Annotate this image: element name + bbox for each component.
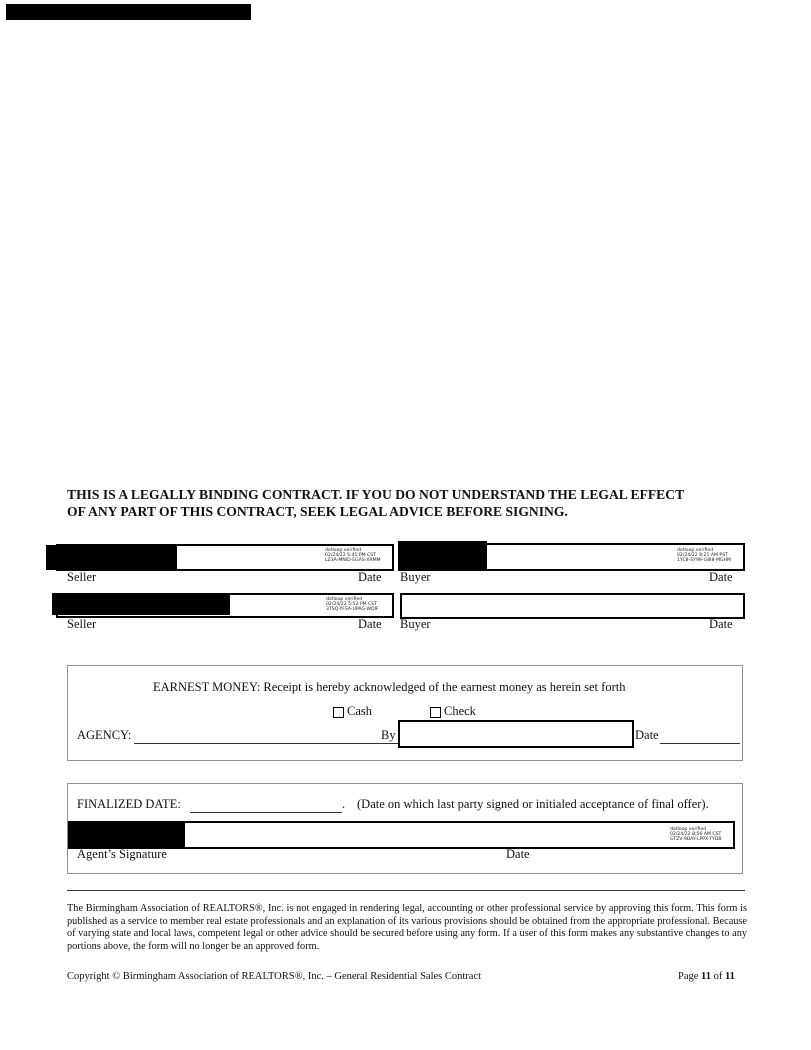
agent-date-label: Date — [506, 847, 530, 861]
seller-date-label-2: Date — [358, 617, 382, 631]
agency-date-line[interactable] — [660, 743, 740, 744]
finalized-date-dot: . — [342, 797, 346, 811]
earnest-money-text: EARNEST MONEY: Receipt is hereby acknowledged of the earnest money as herein set forth — [153, 680, 626, 694]
redacted-seller-name-1 — [46, 545, 177, 570]
redacted-buyer-name-1 — [398, 541, 487, 571]
finalized-date-label: FINALIZED DATE: — [77, 797, 181, 811]
agency-label: AGENCY: — [77, 728, 132, 742]
legal-warning — [67, 486, 757, 520]
finalized-date-line[interactable] — [190, 812, 342, 813]
agency-by-signature[interactable] — [398, 720, 634, 748]
footer-divider — [67, 890, 745, 891]
earnest-money-panel — [67, 665, 743, 761]
legal-warning-line-2: OF ANY PART OF THIS CONTRACT, SEEK LEGAL ADVICE BEFORE SIGNING. — [67, 504, 568, 519]
agent-signature-label: Agent’s Signature — [77, 847, 167, 861]
redacted-header — [6, 4, 251, 20]
buyer-date-label-2: Date — [709, 617, 733, 631]
buyer-date-label-1: Date — [709, 570, 733, 584]
legal-warning-line-1: THIS IS A LEGALLY BINDING CONTRACT. IF YOU DO NOT UNDERSTAND THE LEGAL EFFECT — [67, 487, 685, 502]
agency-date-label: Date — [635, 728, 659, 742]
seller-date-label-1: Date — [358, 570, 382, 584]
finalized-date-note: (Date on which last party signed or initialed acceptance of final offer). — [357, 797, 709, 811]
buyer-label-1: Buyer — [400, 570, 431, 584]
redacted-agent-name — [68, 821, 185, 847]
by-label: By — [381, 728, 396, 742]
page-current: 11 — [701, 971, 711, 982]
redacted-seller-name-2 — [52, 593, 230, 615]
dotloop-stamp-buyer-1: dotloop verified 02/24/22 8:21 AM PST 1YC8-SY99-G8I8-MGHM — [677, 548, 732, 563]
check-label: Check — [444, 704, 476, 718]
page-prefix: Page — [678, 971, 699, 982]
buyer-label-2: Buyer — [400, 617, 431, 631]
dotloop-stamp-seller-1: dotloop verified 02/24/22 5:41 PM CST LZ3A-MNID-EGAS-XRMM — [325, 548, 381, 563]
copyright-text: Copyright © Birmingham Association of REALTORS®, Inc. – General Residential Sales Contract — [67, 971, 482, 982]
check-checkbox[interactable] — [430, 707, 441, 718]
agency-line[interactable] — [134, 743, 416, 744]
cash-label: Cash — [347, 704, 372, 718]
page-number — [678, 971, 735, 982]
cash-checkbox[interactable] — [333, 707, 344, 718]
seller-label-2: Seller — [67, 617, 97, 631]
page-of: of — [713, 971, 723, 982]
disclaimer-text: The Birmingham Association of REALTORS®, Inc. is not engaged in rendering legal, accounting or other professional service by approving this form. This form is published as a service to member real estate professionals and an explanation of its various provisions should be obtained from the appropriate professional. Because of varying state and local laws, competent legal or other advice should be secured before using any form. If a user of this form makes any substantive changes to any portions above, the form will no longer be an approved form. — [67, 903, 747, 952]
dotloop-stamp-seller-2: dotloop verified 02/24/22 5:52 PM CST 3TSQ-YFSA-UPAG-WQIF — [326, 597, 379, 612]
page-total: 11 — [724, 971, 735, 982]
finalized-date-panel — [67, 783, 743, 874]
buyer-signature-2[interactable] — [400, 593, 745, 619]
dotloop-stamp-agent: dotloop verified 02/24/22 8:56 AM CST GTZV-9DAY-LPPX-TYDB — [670, 827, 722, 842]
seller-label-1: Seller — [67, 570, 97, 584]
